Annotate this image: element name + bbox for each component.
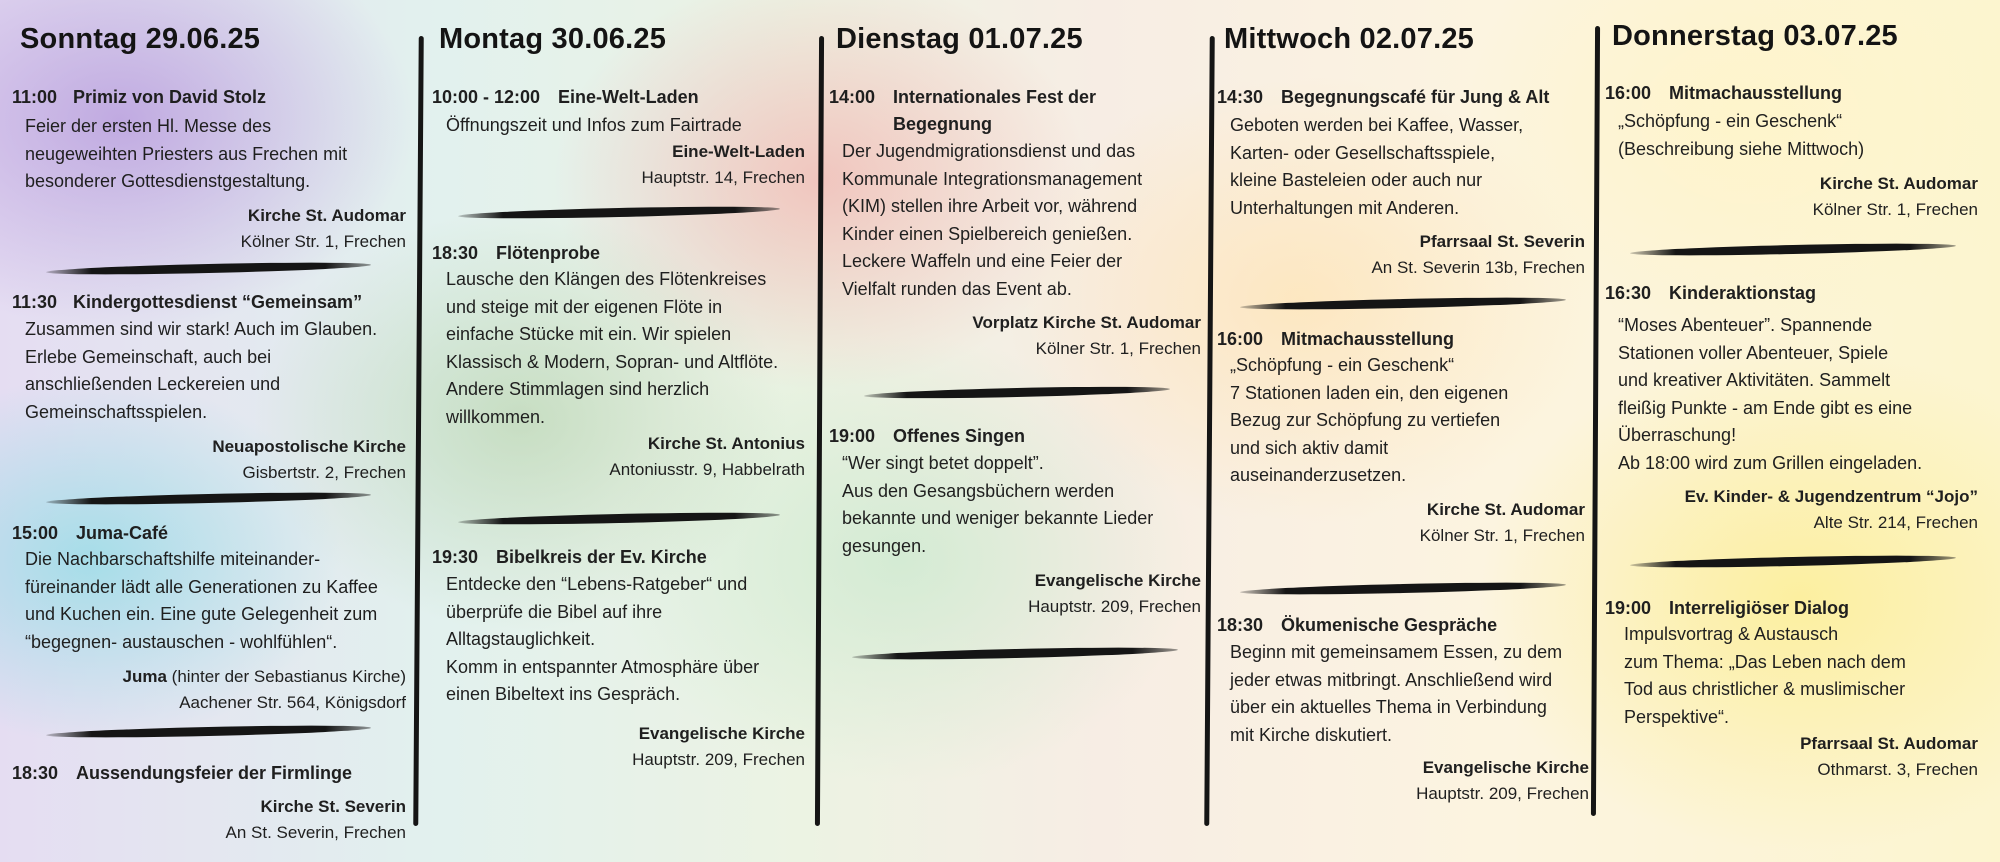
day-title: Mittwoch 02.07.25 (1224, 23, 1474, 55)
brush-divider (852, 645, 1178, 661)
event-heading (1605, 80, 1843, 107)
event-location (972, 310, 1201, 362)
event-title: Ökumenische Gespräche (1281, 615, 1498, 635)
location-name: Kirche St. Audomar (1819, 174, 1978, 193)
event-description: “Wer singt betet doppelt”. Aus den Gesangsbüchern werden bekannte und weniger bekannte Lieder gesungen. (842, 453, 1154, 556)
location-address: Kölner Str. 1, Frechen (1419, 526, 1585, 545)
event-heading (432, 240, 600, 267)
location-name: Ev. Kinder- & Jugendzentrum “Jojo” (1684, 487, 1978, 506)
event-heading (12, 760, 353, 787)
event-location (1685, 484, 1978, 536)
event-heading (829, 84, 1097, 134)
location-note: (hinter der Sebastianus Kirche) (166, 667, 406, 686)
event-title: Internationales Fest der Begegnung (893, 87, 1097, 134)
location-address: Othmarst. 3, Frechen (1817, 760, 1978, 779)
location-address: Alte Str. 214, Frechen (1813, 513, 1978, 532)
event-location (1420, 497, 1585, 549)
day-title: Montag 30.06.25 (439, 23, 667, 55)
event-description: Entdecke den “Lebens-Ratgeber“ und überprüfe die Bibel auf ihre Alltagstauglichkeit. Komm in entspannter Atmosphäre über einen Bibeltext ins Gespräch. (446, 574, 760, 704)
location-address: An St. Severin 13b, Frechen (1371, 258, 1585, 277)
event-heading (12, 520, 169, 547)
event-heading (12, 289, 363, 316)
event-time: 11:00 (12, 87, 58, 107)
event-heading (1217, 612, 1498, 639)
event-title: Aussendungsfeier der Firmlinge (76, 763, 353, 783)
location-address: Gisbertstr. 2, Frechen (242, 463, 406, 482)
event-time: 10:00 - 12:00 (432, 87, 541, 107)
event-time: 15:00 (12, 523, 59, 543)
event-location (1800, 731, 1978, 783)
event-heading (12, 84, 267, 111)
location-name: Kirche St. Severin (260, 797, 406, 816)
event-location (241, 203, 406, 255)
event-time: 19:30 (432, 547, 479, 567)
location-name: Evangelische Kirche (638, 724, 805, 743)
column-divider (413, 36, 424, 826)
location-name: Neuapostolische Kirche (212, 437, 406, 456)
event-time: 18:30 (1217, 615, 1264, 635)
day-title: Dienstag 01.07.25 (836, 23, 1083, 55)
location-address: Hauptstr. 209, Frechen (1416, 784, 1589, 803)
location-name: Kirche St. Audomar (1426, 500, 1585, 519)
event-title: Begegnungscafé für Jung & Alt (1281, 87, 1550, 107)
event-description: „Schöpfung - ein Geschenk“ 7 Stationen laden ein, den eigenen Bezug zur Schöpfung zu vertiefen und sich aktiv damit auseinanderzusetzen. (1230, 355, 1509, 485)
event-heading (1605, 595, 1850, 622)
column-divider (1204, 36, 1215, 826)
event-time: 14:30 (1217, 87, 1264, 107)
brush-divider (46, 723, 371, 739)
column-divider (815, 36, 824, 826)
brush-divider (1630, 553, 1956, 569)
location-name: Kirche St. Audomar (247, 206, 406, 225)
event-description: Beginn mit gemeinsamem Essen, zu dem jeder etwas mitbringt. Anschließend wird über ein aktuelles Thema in Verbindung mit Kirche diskutiert. (1230, 642, 1563, 745)
brush-divider (46, 260, 371, 276)
event-time: 18:30 (432, 243, 479, 263)
event-description: Die Nachbarschaftshilfe miteinander- füreinander lädt alle Generationen zu Kaffee und Kuchen ein. Eine gute Gelegenheit zum “begegnen- austauschen - wohlfühlen“. (25, 549, 378, 652)
event-title: Juma-Café (76, 523, 169, 543)
event-description: „Schöpfung - ein Geschenk“ (Beschreibung siehe Mittwoch) (1618, 111, 1865, 159)
brush-divider (1240, 295, 1566, 311)
location-name: Kirche St. Antonius (647, 434, 805, 453)
brush-divider (458, 204, 780, 220)
event-location (226, 794, 406, 846)
location-name-text: Juma (122, 667, 167, 686)
brush-divider (864, 385, 1170, 401)
location-address: Hauptstr. 209, Frechen (632, 750, 805, 769)
event-location (609, 431, 805, 483)
location-name: Pfarrsaal St. Severin (1419, 232, 1585, 251)
event-heading (1605, 280, 1817, 307)
day-title: Sonntag 29.06.25 (20, 23, 261, 55)
event-time: 19:00 (829, 426, 876, 446)
event-description: Impulsvortrag & Austausch zum Thema: „Das Leben nach dem Tod aus christlicher & muslimischer Perspektive“. (1624, 624, 1906, 727)
location-address: Antoniusstr. 9, Habbelrath (609, 460, 805, 479)
event-location (123, 664, 406, 716)
event-title: Kindergottesdienst “Gemeinsam” (73, 292, 363, 312)
event-heading (432, 544, 707, 571)
event-location (1371, 229, 1585, 281)
event-location (1028, 568, 1201, 620)
event-description: Feier der ersten Hl. Messe des neugeweihten Priesters aus Frechen mit besonderer Gottesdienstgestaltung. (25, 116, 348, 191)
event-description: “Moses Abenteuer”. Spannende Stationen voller Abenteuer, Spiele und kreativer Aktivitäten. Sammelt fleißig Punkte - am Ende gibt es eine Überraschung! Ab 18:00 wird zum Grillen eingeladen. (1618, 315, 1923, 473)
event-heading (1217, 326, 1455, 353)
event-title: Bibelkreis der Ev. Kirche (496, 547, 707, 567)
event-description: Der Jugendmigrationsdienst und das Kommunale Integrationsmanagement (KIM) stellen ihre Arbeit vor, während Kinder einen Spielbereich genießen. Leckere Waffeln und eine Feier der Vielfalt runden das Event ab. (842, 141, 1143, 299)
event-time: 16:30 (1605, 283, 1652, 303)
event-location (1416, 755, 1589, 807)
event-location (642, 139, 805, 191)
brush-divider (1240, 580, 1566, 596)
event-title: Eine-Welt-Laden (558, 87, 699, 107)
location-address: Aachener Str. 564, Königsdorf (179, 693, 406, 712)
day-title: Donnerstag 03.07.25 (1612, 20, 1898, 52)
event-time: 16:00 (1217, 329, 1264, 349)
event-title: Flötenprobe (496, 243, 600, 263)
location-address: Kölner Str. 1, Frechen (1812, 200, 1978, 219)
event-time: 19:00 (1605, 598, 1652, 618)
column-divider (1591, 26, 1600, 816)
event-heading (829, 423, 1026, 450)
event-time: 18:30 (12, 763, 59, 783)
event-time: 14:00 (829, 87, 876, 107)
location-name: Pfarrsaal St. Audomar (1800, 734, 1978, 753)
event-time: 11:30 (12, 292, 58, 312)
event-description: Geboten werden bei Kaffee, Wasser, Karten- oder Gesellschaftsspiele, kleine Basteleien oder auch nur Unterhaltungen mit Anderen. (1230, 115, 1524, 218)
event-location (632, 721, 805, 773)
brush-divider (458, 510, 780, 526)
event-description: Öffnungszeit und Infos zum Fairtrade (446, 115, 742, 135)
location-address: Kölner Str. 1, Frechen (240, 232, 406, 251)
event-location (212, 434, 406, 486)
location-name: Evangelische Kirche (1422, 758, 1589, 777)
event-location (1813, 171, 1978, 223)
event-title: Offenes Singen (893, 426, 1026, 446)
location-address: Hauptstr. 209, Frechen (1028, 597, 1201, 616)
event-time: 16:00 (1605, 83, 1652, 103)
location-name: Vorplatz Kirche St. Audomar (972, 313, 1201, 332)
location-address: Kölner Str. 1, Frechen (1035, 339, 1201, 358)
event-heading (432, 84, 699, 111)
location-address: Hauptstr. 14, Frechen (641, 168, 805, 187)
location-name (123, 664, 406, 690)
location-name: Eine-Welt-Laden (672, 142, 805, 161)
event-heading (1217, 84, 1550, 111)
event-description: Lausche den Klängen des Flötenkreises und steige mit der eigenen Flöte in einfache Stücke mit ein. Wir spielen Klassisch & Modern, Sopran- und Altflöte. Andere Stimmlagen sind herzlich willkommen. (446, 269, 779, 427)
event-title: Mitmachausstellung (1281, 329, 1455, 349)
brush-divider (46, 490, 371, 506)
event-title: Kinderaktionstag (1669, 283, 1817, 303)
location-address: An St. Severin, Frechen (225, 823, 406, 842)
event-description: Zusammen sind wir stark! Auch im Glauben. Erlebe Gemeinschaft, auch bei anschließenden Leckereien und Gemeinschaftsspielen. (25, 319, 378, 422)
event-title: Interreligiöser Dialog (1669, 598, 1850, 618)
event-title: Primiz von David Stolz (73, 87, 267, 107)
brush-divider (1630, 241, 1956, 257)
location-name: Evangelische Kirche (1034, 571, 1201, 590)
event-title: Mitmachausstellung (1669, 83, 1843, 103)
